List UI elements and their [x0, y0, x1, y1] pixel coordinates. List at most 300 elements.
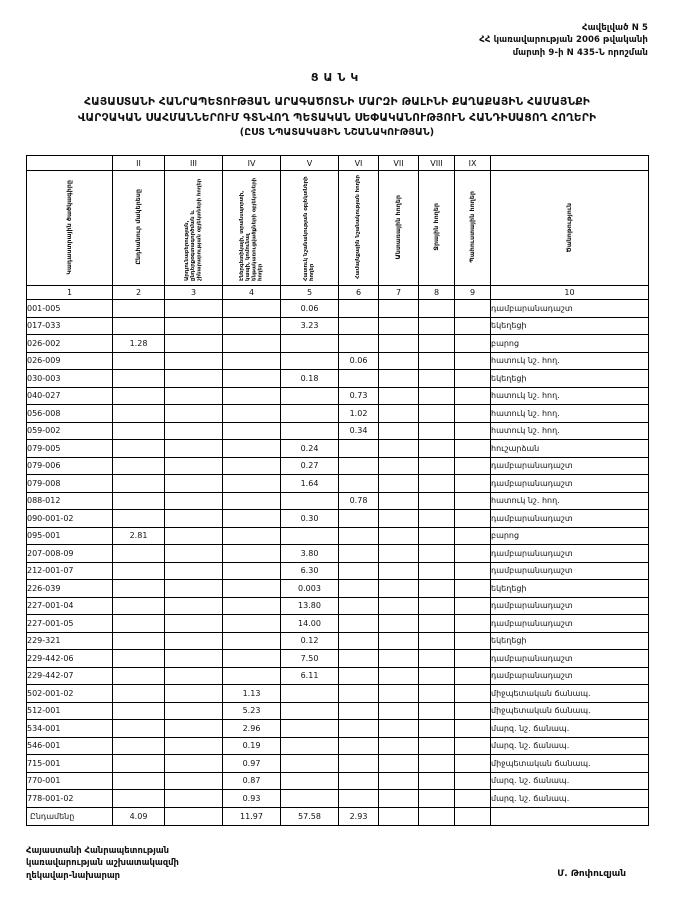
cell-reserve — [455, 562, 491, 580]
cell-industry — [165, 475, 223, 493]
cell-forest — [379, 545, 419, 563]
cell-total-area — [113, 790, 165, 808]
header-line-3: մարտի 9-ի N 435-Ն որոշման — [512, 47, 648, 58]
table-row — [27, 562, 649, 580]
cell-note: մարզ. նշ. ճանապ. — [491, 772, 649, 790]
cell-energy: 0.19 — [223, 737, 281, 755]
table-row — [27, 790, 649, 808]
total-c5: 57.58 — [281, 807, 339, 825]
table-row — [27, 755, 649, 773]
header-col-note — [491, 171, 649, 286]
cell-code: 026-009 — [27, 352, 113, 370]
cell-forest — [379, 685, 419, 703]
cell-industry — [165, 737, 223, 755]
cell-industry — [165, 387, 223, 405]
cell-total-area: 2.81 — [113, 527, 165, 545]
cell-energy — [223, 457, 281, 475]
header-line-2: ՀՀ կառավարության 2006 թվականի — [479, 35, 648, 46]
cell-forest — [379, 405, 419, 423]
cell-code: 079-005 — [27, 440, 113, 458]
cell-water — [419, 405, 455, 423]
cell-code: 090-001-02 — [27, 510, 113, 528]
header-label-note: Ծանոթություն — [564, 202, 573, 252]
cell-note: դամբարանադաշտ — [491, 545, 649, 563]
cell-special — [281, 387, 339, 405]
cell-community — [339, 772, 379, 790]
table-row — [27, 737, 649, 755]
cell-note: մարզ. նշ. ճանապ. — [491, 737, 649, 755]
cell-water — [419, 615, 455, 633]
cell-forest — [379, 772, 419, 790]
cell-special: 3.23 — [281, 317, 339, 335]
cell-industry — [165, 510, 223, 528]
table-row — [27, 475, 649, 493]
cell-industry — [165, 632, 223, 650]
cell-special: 0.30 — [281, 510, 339, 528]
roman-cell-4: IV — [223, 156, 281, 171]
table-row — [27, 370, 649, 388]
cell-total-area — [113, 387, 165, 405]
cell-forest — [379, 597, 419, 615]
title-line-1: ՀԱՅԱՍՏԱՆԻ ՀԱՆՐԱՊԵՏՈՒԹՅԱՆ ԱՐԱԳԱԾՈՏՆԻ ՄԱՐԶԻ ԹԱԼԻՆԻ ՔԱՂԱՔԱՅԻՆ ՀԱՄԱՅՆՔԻ — [84, 95, 590, 108]
cell-community — [339, 300, 379, 318]
cell-industry — [165, 317, 223, 335]
table-row — [27, 615, 649, 633]
cell-note: մարզ. նշ. ճանապ. — [491, 790, 649, 808]
cell-industry — [165, 545, 223, 563]
cell-industry — [165, 422, 223, 440]
table-row — [27, 422, 649, 440]
cell-reserve — [455, 737, 491, 755]
header-label-code: Կադաստրային ծածկագիրը — [64, 179, 73, 275]
cell-total-area — [113, 545, 165, 563]
total-c3 — [165, 807, 223, 825]
cell-water — [419, 597, 455, 615]
cell-note: դամբարանադաշտ — [491, 597, 649, 615]
cell-energy: 0.93 — [223, 790, 281, 808]
cell-total-area — [113, 632, 165, 650]
cell-water — [419, 772, 455, 790]
table-row — [27, 650, 649, 668]
cell-energy — [223, 580, 281, 598]
cell-code: 017-033 — [27, 317, 113, 335]
cell-community — [339, 650, 379, 668]
header-label-community: Համայնքային նշանակության հողեր — [355, 175, 362, 280]
cell-forest — [379, 317, 419, 335]
cell-community — [339, 562, 379, 580]
cell-total-area — [113, 667, 165, 685]
cell-forest — [379, 580, 419, 598]
roman-cell-1 — [27, 156, 113, 171]
cell-reserve — [455, 492, 491, 510]
footer-line-1: Հայաստանի Հանրապետության — [26, 844, 170, 855]
table-row — [27, 580, 649, 598]
footer-line-2: կառավարության աշխատակազմի — [26, 857, 179, 868]
cell-special: 0.06 — [281, 300, 339, 318]
cell-community — [339, 632, 379, 650]
cell-community — [339, 790, 379, 808]
cell-special: 6.11 — [281, 667, 339, 685]
cell-community: 1.02 — [339, 405, 379, 423]
cell-forest — [379, 790, 419, 808]
document-title — [26, 94, 648, 141]
cell-industry — [165, 527, 223, 545]
cell-reserve — [455, 405, 491, 423]
cell-water — [419, 667, 455, 685]
cell-code: 026-002 — [27, 335, 113, 353]
cell-water — [419, 492, 455, 510]
cell-special — [281, 702, 339, 720]
cell-note: հուշարձան — [491, 440, 649, 458]
cell-forest — [379, 702, 419, 720]
cell-code: 512-001 — [27, 702, 113, 720]
cell-code: 095-001 — [27, 527, 113, 545]
cell-energy — [223, 440, 281, 458]
cell-community: 0.78 — [339, 492, 379, 510]
cell-forest — [379, 615, 419, 633]
cell-code: 059-002 — [27, 422, 113, 440]
cell-energy: 5.23 — [223, 702, 281, 720]
cell-forest — [379, 492, 419, 510]
table-row — [27, 457, 649, 475]
cell-special — [281, 492, 339, 510]
total-c4: 11.97 — [223, 807, 281, 825]
cell-industry — [165, 300, 223, 318]
cell-forest — [379, 755, 419, 773]
cell-community: 0.34 — [339, 422, 379, 440]
roman-cell-7: VII — [379, 156, 419, 171]
cell-water — [419, 755, 455, 773]
cell-reserve — [455, 650, 491, 668]
cell-special — [281, 737, 339, 755]
roman-cell-8: VIII — [419, 156, 455, 171]
cell-community — [339, 667, 379, 685]
cell-forest — [379, 562, 419, 580]
document-footer — [26, 844, 648, 882]
colnum-4: 4 — [223, 286, 281, 300]
cell-energy — [223, 615, 281, 633]
table-row — [27, 335, 649, 353]
header-col-total-area — [113, 171, 165, 286]
cell-reserve — [455, 457, 491, 475]
cell-forest — [379, 422, 419, 440]
header-label-water: Ջրային հողեր — [431, 203, 440, 251]
cell-energy — [223, 545, 281, 563]
cell-total-area — [113, 615, 165, 633]
cell-energy — [223, 317, 281, 335]
cell-code: 212-001-07 — [27, 562, 113, 580]
cell-reserve — [455, 352, 491, 370]
header-label-industry: Արդյունաբերության, ընդերքօգտագործման և շինարարության օբյեկտների հողեր — [184, 178, 203, 282]
cell-energy — [223, 300, 281, 318]
cell-industry — [165, 457, 223, 475]
cell-community — [339, 527, 379, 545]
cell-note: միջպետական ճանապ. — [491, 702, 649, 720]
table-number-row — [27, 286, 649, 300]
cell-reserve — [455, 615, 491, 633]
title-line-2: ՎԱՐՉԱԿԱՆ ՍԱՀՄԱՆՆԵՐՈՒՄ ԳՏՆՎՈՂ ՊԵՏԱԿԱՆ ՍԵՓԱԿԱՆՈՒԹՅՈՒՆ ՀԱՆԴԻՍԱՑՈՂ ՀՈՂԵՐԻ — [77, 112, 597, 125]
cell-forest — [379, 300, 419, 318]
cell-special: 13.80 — [281, 597, 339, 615]
cell-code: 040-027 — [27, 387, 113, 405]
cell-reserve — [455, 300, 491, 318]
cell-water — [419, 387, 455, 405]
cell-community — [339, 685, 379, 703]
cell-total-area — [113, 510, 165, 528]
cell-water — [419, 720, 455, 738]
cell-code: 778-001-02 — [27, 790, 113, 808]
header-label-energy: Էներգետիկայի, տրանսպորտի, կապի, կոմունալ ենթակառուցվածքների օբյեկտների հողեր — [239, 178, 264, 282]
cell-water — [419, 702, 455, 720]
document-header — [26, 22, 648, 59]
table-row — [27, 702, 649, 720]
table-header-row — [27, 171, 649, 286]
cell-community — [339, 702, 379, 720]
cell-note: դամբարանադաշտ — [491, 562, 649, 580]
header-label-special: Հատուկ նշանակության օբյեկտների հողեր — [303, 176, 316, 282]
cell-water — [419, 510, 455, 528]
cell-industry — [165, 597, 223, 615]
total-note — [491, 807, 649, 825]
cell-energy — [223, 650, 281, 668]
cell-energy — [223, 370, 281, 388]
total-c8 — [419, 807, 455, 825]
cell-reserve — [455, 527, 491, 545]
header-label-total-area: Ընդհանուր մակերեսը — [133, 189, 142, 266]
cell-special — [281, 335, 339, 353]
cell-reserve — [455, 335, 491, 353]
cell-water — [419, 475, 455, 493]
cell-industry — [165, 615, 223, 633]
table-row — [27, 772, 649, 790]
cell-total-area — [113, 422, 165, 440]
cell-note: դամբարանադաշտ — [491, 457, 649, 475]
roman-cell-10 — [491, 156, 649, 171]
cell-special: 0.18 — [281, 370, 339, 388]
roman-cell-9: IX — [455, 156, 491, 171]
header-label-forest: Անտառային հողեր — [393, 194, 402, 260]
cell-total-area: 1.28 — [113, 335, 165, 353]
cell-note: դամբարանադաշտ — [491, 667, 649, 685]
cell-water — [419, 422, 455, 440]
cell-energy — [223, 632, 281, 650]
cell-special — [281, 720, 339, 738]
cell-reserve — [455, 702, 491, 720]
cell-energy — [223, 405, 281, 423]
cell-energy — [223, 475, 281, 493]
colnum-6: 6 — [339, 286, 379, 300]
cell-forest — [379, 387, 419, 405]
cell-total-area — [113, 562, 165, 580]
cell-reserve — [455, 755, 491, 773]
cell-note: եկեղեցի — [491, 632, 649, 650]
cell-code: 030-003 — [27, 370, 113, 388]
cell-reserve — [455, 440, 491, 458]
table-row — [27, 440, 649, 458]
cell-special — [281, 772, 339, 790]
total-c6: 2.93 — [339, 807, 379, 825]
cell-note: դամբարանադաշտ — [491, 510, 649, 528]
cell-special: 6.30 — [281, 562, 339, 580]
cell-energy: 2.96 — [223, 720, 281, 738]
cell-note: հատուկ նշ. հող. — [491, 352, 649, 370]
cell-total-area — [113, 597, 165, 615]
cell-reserve — [455, 772, 491, 790]
cell-forest — [379, 667, 419, 685]
cell-community — [339, 737, 379, 755]
cell-note: բարոց — [491, 527, 649, 545]
table-row — [27, 597, 649, 615]
cell-industry — [165, 440, 223, 458]
cell-reserve — [455, 632, 491, 650]
cell-note: եկեղեցի — [491, 317, 649, 335]
cell-reserve — [455, 475, 491, 493]
cell-special — [281, 790, 339, 808]
cell-water — [419, 650, 455, 668]
cell-special: 0.27 — [281, 457, 339, 475]
cell-forest — [379, 335, 419, 353]
cell-reserve — [455, 510, 491, 528]
cell-code: 079-006 — [27, 457, 113, 475]
cell-code: 079-008 — [27, 475, 113, 493]
cell-forest — [379, 527, 419, 545]
cell-note: հատուկ նշ. հող. — [491, 387, 649, 405]
cell-water — [419, 790, 455, 808]
cell-water — [419, 545, 455, 563]
cell-energy — [223, 667, 281, 685]
cell-community: 0.73 — [339, 387, 379, 405]
cell-code: 502-001-02 — [27, 685, 113, 703]
cell-note: հատուկ նշ. հող. — [491, 492, 649, 510]
header-col-forest — [379, 171, 419, 286]
header-line-1: Հավելված N 5 — [581, 23, 648, 33]
cell-special: 0.003 — [281, 580, 339, 598]
cell-reserve — [455, 317, 491, 335]
colnum-2: 2 — [113, 286, 165, 300]
cell-community — [339, 597, 379, 615]
cell-total-area — [113, 492, 165, 510]
colnum-7: 7 — [379, 286, 419, 300]
cell-code: 770-001 — [27, 772, 113, 790]
table-row — [27, 545, 649, 563]
table-row — [27, 387, 649, 405]
cell-energy — [223, 562, 281, 580]
cell-water — [419, 685, 455, 703]
cell-energy — [223, 492, 281, 510]
cell-forest — [379, 737, 419, 755]
cell-special: 14.00 — [281, 615, 339, 633]
cell-water — [419, 632, 455, 650]
cell-total-area — [113, 737, 165, 755]
cell-water — [419, 457, 455, 475]
cell-community — [339, 720, 379, 738]
cell-code: 229-442-07 — [27, 667, 113, 685]
cell-reserve — [455, 370, 491, 388]
table-row — [27, 667, 649, 685]
cell-special: 3.80 — [281, 545, 339, 563]
cell-note: միջպետական ճանապ. — [491, 755, 649, 773]
cell-industry — [165, 720, 223, 738]
cell-industry — [165, 685, 223, 703]
cell-energy: 0.87 — [223, 772, 281, 790]
cell-forest — [379, 440, 419, 458]
cell-reserve — [455, 422, 491, 440]
cell-reserve — [455, 545, 491, 563]
cell-energy: 0.97 — [223, 755, 281, 773]
header-col-code — [27, 171, 113, 286]
cell-community — [339, 510, 379, 528]
cell-special — [281, 755, 339, 773]
colnum-1: 1 — [27, 286, 113, 300]
table-row — [27, 492, 649, 510]
cell-water — [419, 352, 455, 370]
cell-code: 001-005 — [27, 300, 113, 318]
table-total-row — [27, 807, 649, 825]
cell-water — [419, 335, 455, 353]
cell-community — [339, 615, 379, 633]
cell-energy — [223, 422, 281, 440]
table-row — [27, 720, 649, 738]
cell-total-area — [113, 352, 165, 370]
cell-special: 0.24 — [281, 440, 339, 458]
cell-total-area — [113, 650, 165, 668]
cell-total-area — [113, 440, 165, 458]
table-body — [27, 300, 649, 808]
cell-code: 534-001 — [27, 720, 113, 738]
cell-industry — [165, 405, 223, 423]
cell-code: 715-001 — [27, 755, 113, 773]
cell-note: մարզ. նշ. ճանապ. — [491, 720, 649, 738]
signature-name: Մ. Թոփուզյան — [557, 869, 626, 880]
cell-total-area — [113, 457, 165, 475]
title-line-3: (ԸՍՏ ՆՊԱՏԱԿԱՅԻՆ ՆՇԱՆԱԿՈՒԹՅԱՆ) — [239, 127, 435, 139]
cell-special — [281, 685, 339, 703]
cell-code: 226-039 — [27, 580, 113, 598]
cell-total-area — [113, 317, 165, 335]
cell-community — [339, 545, 379, 563]
cell-reserve — [455, 387, 491, 405]
table-row — [27, 632, 649, 650]
cell-forest — [379, 370, 419, 388]
cell-energy — [223, 597, 281, 615]
roman-cell-5: V — [281, 156, 339, 171]
cell-note: դամբարանադաշտ — [491, 650, 649, 668]
cell-industry — [165, 580, 223, 598]
footer-line-3: ղեկավար-նախարար — [26, 869, 121, 880]
cell-industry — [165, 562, 223, 580]
cell-total-area — [113, 475, 165, 493]
table-row — [27, 685, 649, 703]
cell-total-area — [113, 580, 165, 598]
total-c9 — [455, 807, 491, 825]
cell-note: դամբարանադաշտ — [491, 300, 649, 318]
cell-community: 0.06 — [339, 352, 379, 370]
cell-special: 0.12 — [281, 632, 339, 650]
cell-energy: 1.13 — [223, 685, 281, 703]
cell-code: 229-321 — [27, 632, 113, 650]
cell-community — [339, 440, 379, 458]
cell-reserve — [455, 685, 491, 703]
cell-industry — [165, 650, 223, 668]
cell-total-area — [113, 405, 165, 423]
cell-community — [339, 317, 379, 335]
cell-water — [419, 317, 455, 335]
colnum-3: 3 — [165, 286, 223, 300]
cell-total-area — [113, 720, 165, 738]
document-kind: ՑԱՆԿ — [310, 70, 364, 84]
header-col-special — [281, 171, 339, 286]
cell-special — [281, 405, 339, 423]
